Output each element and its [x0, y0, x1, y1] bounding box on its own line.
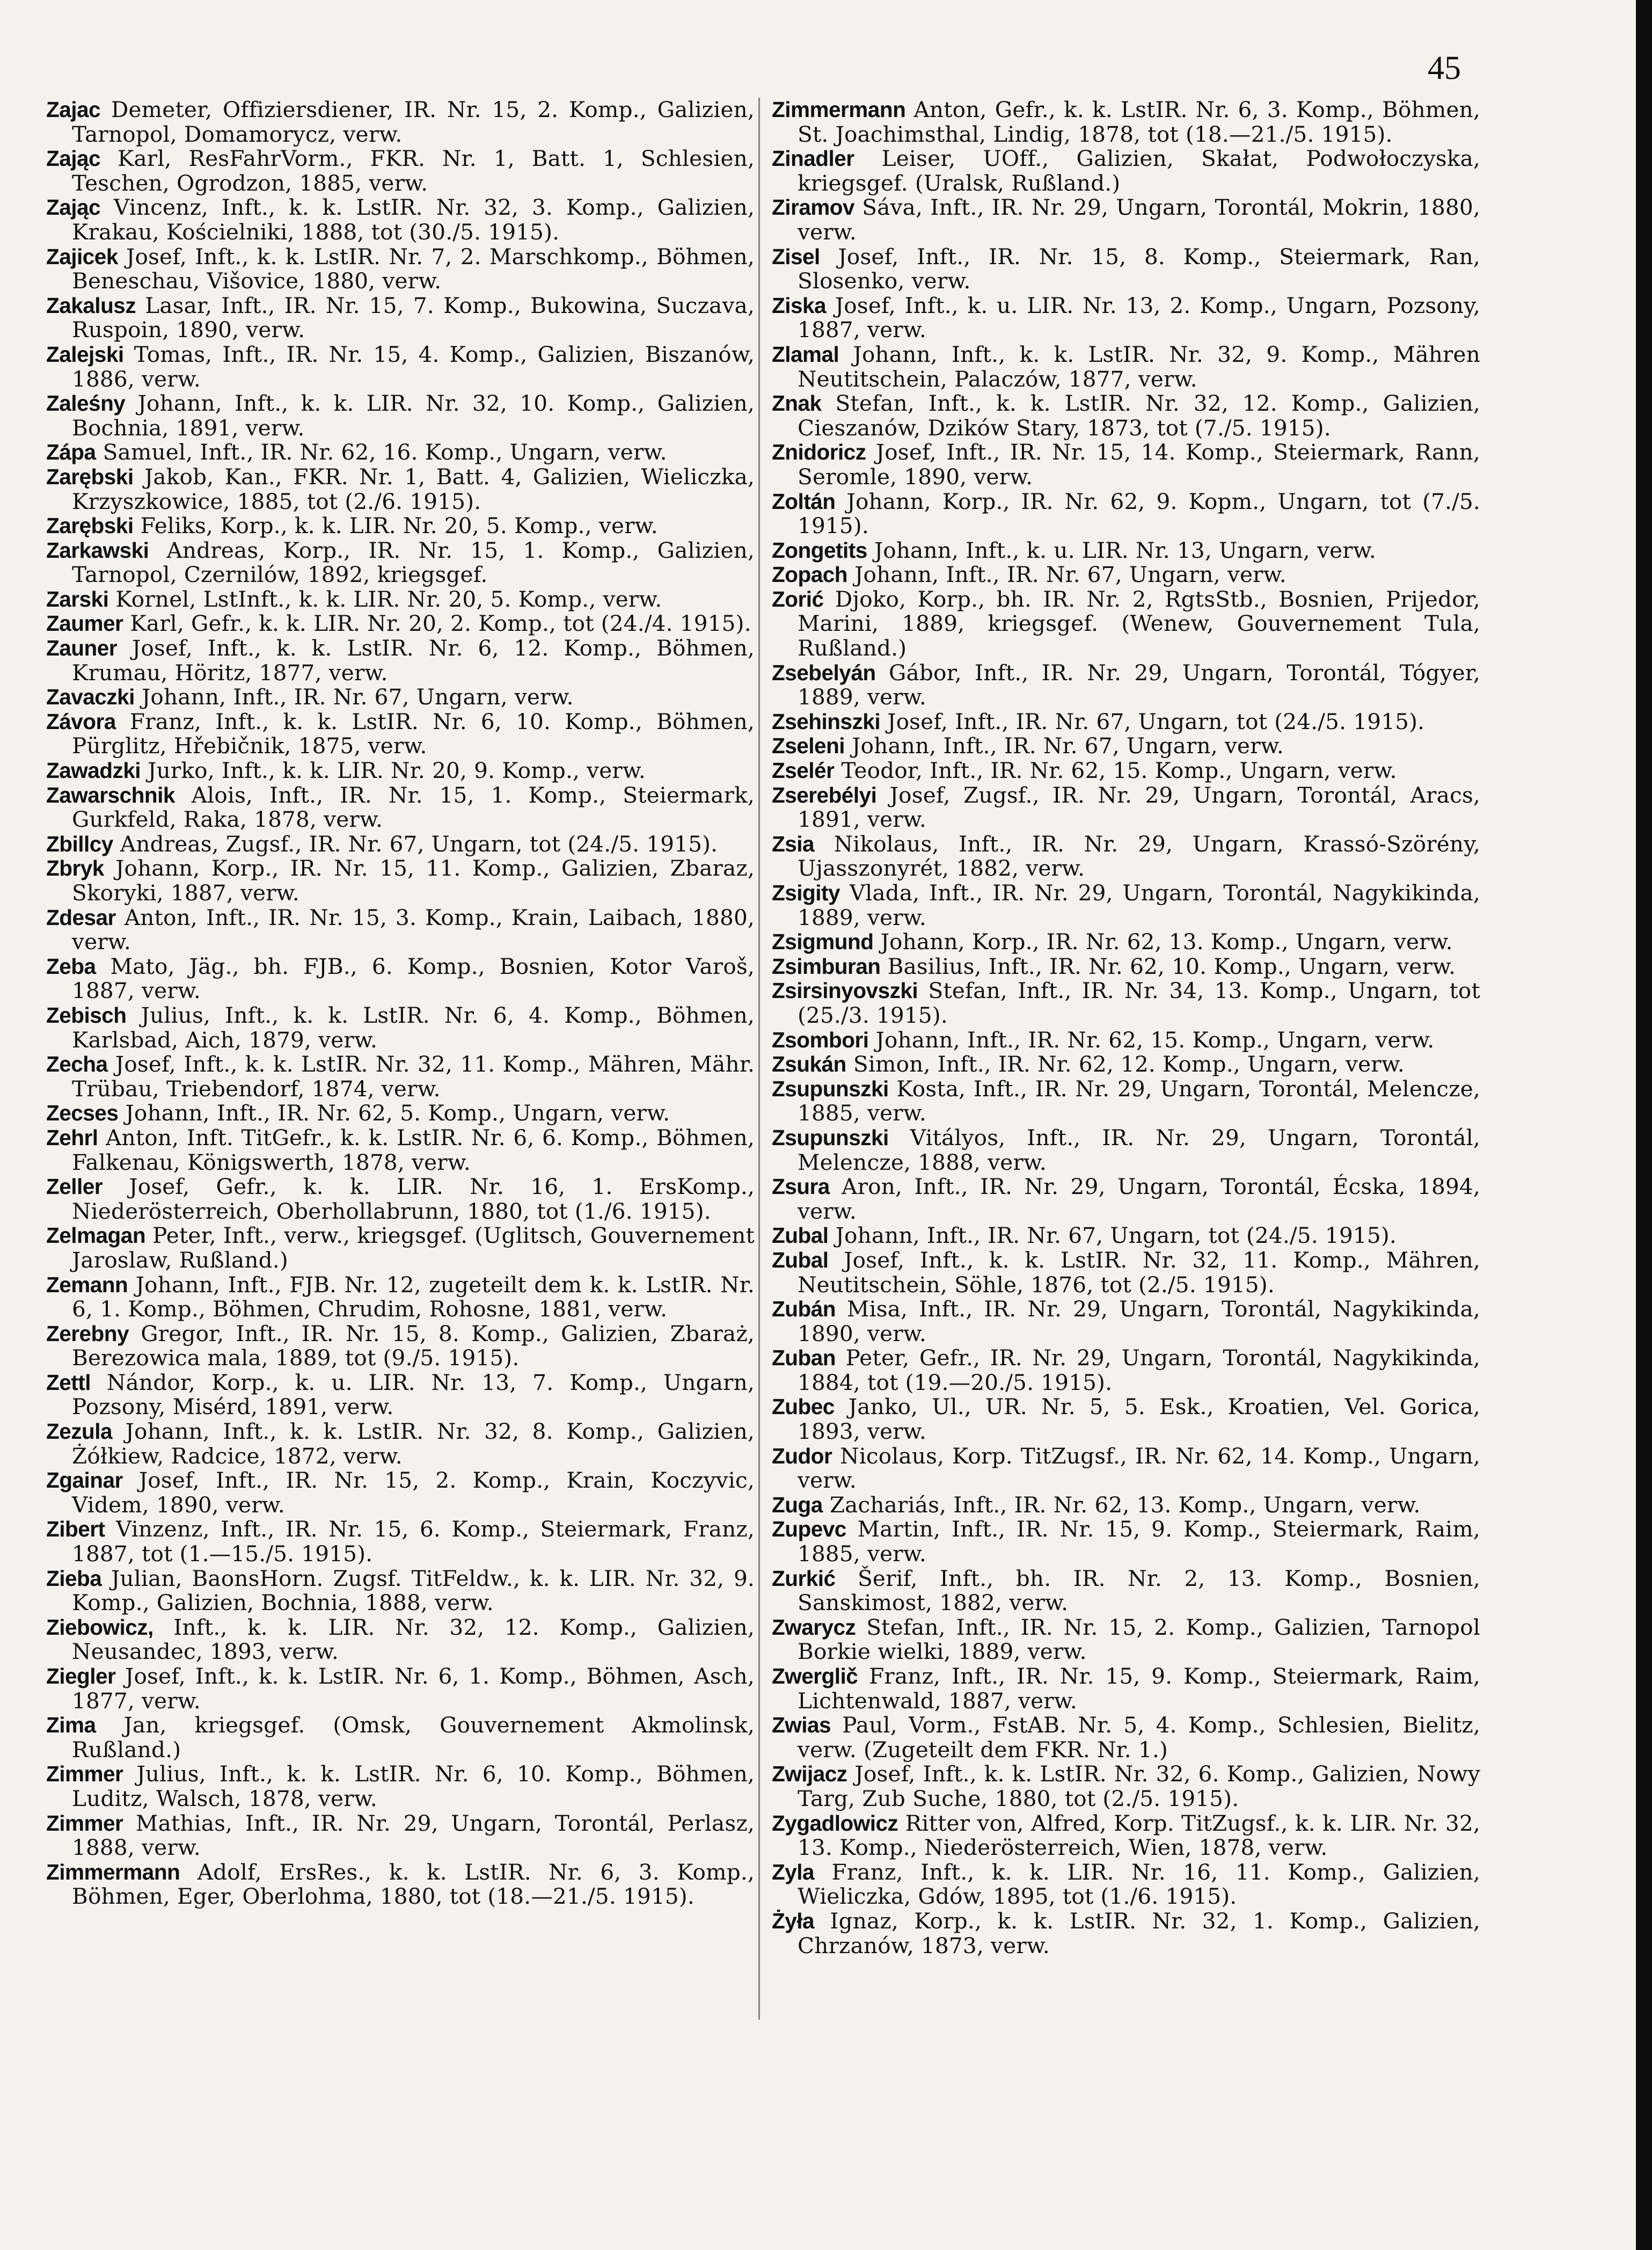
list-entry [46, 1371, 755, 1419]
entry-surname: Zsupunszki [772, 1076, 889, 1101]
entry-surname: Zlamal [772, 341, 839, 367]
entry-details: Zachariás, Inft., IR. Nr. 62, 13. Komp., Ungarn, verw. [829, 1491, 1421, 1518]
entry-details: Nikolaus, Inft., IR. Nr. 29, Ungarn, Krassó-Szörény, Ujasszonyrét, 1882, verw. [798, 831, 1480, 882]
entry-surname: Zimmer [46, 1810, 123, 1836]
list-entry [46, 856, 755, 905]
entry-surname: Zubán [772, 1297, 836, 1322]
entry-surname: Zecha [46, 1052, 108, 1077]
entry-details: Johann, Korp., IR. Nr. 15, 11. Komp., Galizien, Zbaraz, Skoryki, 1887, verw. [72, 855, 755, 906]
list-entry [46, 1468, 755, 1517]
entry-details: Nicolaus, Korp. TitZugsf., IR. Nr. 62, 14. Komp., Ungarn, verw. [798, 1443, 1480, 1494]
entry-surname: Zurkić [772, 1565, 836, 1591]
list-entry [772, 1713, 1480, 1762]
list-entry [46, 195, 755, 244]
entry-details: Anton, Inft. TitGefr., k. k. LstIR. Nr. 6, 6. Komp., Böhmen, Falkenau, Königswerth, 1878, verw. [72, 1124, 755, 1175]
entry-surname: Zawadzki [46, 758, 141, 783]
entry-surname: Zarkawski [46, 537, 149, 563]
list-entry [46, 636, 755, 685]
list-entry [772, 343, 1480, 391]
list-entry [46, 147, 755, 195]
right-column [772, 98, 1480, 1958]
entry-surname: Zubal [772, 1223, 829, 1248]
entry-surname: Zauner [46, 636, 118, 661]
entry-surname: Zemann [46, 1272, 128, 1297]
list-entry [46, 1567, 755, 1615]
entry-surname: Zieba [46, 1565, 102, 1591]
entry-surname: Zwias [772, 1713, 831, 1738]
entry-surname: Zubec [772, 1394, 835, 1419]
entry-surname: Zimmermann [46, 1859, 180, 1884]
entry-details: Franz, Inft., k. k. LstIR. Nr. 6, 10. Komp., Böhmen, Pürglitz, Hřebičnik, 1875, verw. [72, 708, 755, 759]
entry-surname: Znidoricz [772, 440, 866, 465]
list-entry [772, 563, 1480, 587]
list-entry [772, 1615, 1480, 1664]
entry-details: Kornel, LstInft., k. k. LIR. Nr. 20, 5. Komp., verw. [115, 586, 662, 612]
entry-surname: Zając [46, 195, 101, 220]
list-entry [772, 1077, 1480, 1126]
list-entry [772, 1493, 1480, 1518]
list-entry [46, 1052, 755, 1101]
entry-details: Julius, Inft., k. k. LstIR. Nr. 6, 4. Komp., Böhmen, Karlsbad, Aich, 1879, verw. [72, 1002, 755, 1053]
list-entry [772, 1297, 1480, 1346]
entry-surname: Zisel [772, 244, 820, 269]
list-entry [772, 587, 1480, 661]
entry-details: Anton, Gefr., k. k. LstIR. Nr. 6, 3. Komp., Böhmen, St. Joachimsthal, Lindig, 1878, tot (18.—21./5. 1915). [798, 97, 1480, 147]
entry-surname: Ziegler [46, 1664, 116, 1688]
entry-surname: Zgainar [46, 1468, 123, 1493]
list-entry [46, 1273, 755, 1322]
list-entry [772, 294, 1480, 343]
list-entry [772, 538, 1480, 563]
list-entry [46, 1811, 755, 1860]
entry-surname: Zsigity [772, 880, 840, 905]
entry-details: Mathias, Inft., IR. Nr. 29, Ungarn, Torontál, Perlasz, 1888, verw. [72, 1810, 755, 1861]
entry-details: Mato, Jäg., bh. FJB., 6. Komp., Bosnien, Kotor Varoš, 1887, verw. [72, 953, 755, 1004]
list-entry [772, 440, 1480, 489]
entry-details: Johann, Inft., IR. Nr. 67, Ungarn, verw. [854, 562, 1286, 588]
entry-surname: Zaumer [46, 611, 123, 636]
entry-details: Ritter von, Alfred, Korp. TitZugsf., k. k. LIR. Nr. 32, 13. Komp., Niederösterreich, Wien, 1878, verw. [798, 1810, 1480, 1861]
entry-surname: Zsukán [772, 1052, 846, 1077]
list-entry [772, 710, 1480, 734]
entry-details: Johann, Inft., k. u. LIR. Nr. 13, Ungarn, verw. [874, 537, 1376, 563]
entry-details: Josef, Inft., k. k. LstIR. Nr. 32, 6. Komp., Galizien, Nowy Targ, Zub Suche, 1880, tot (2./5. 1915). [798, 1761, 1480, 1811]
list-entry [772, 1517, 1480, 1566]
entry-details: Josef, Inft., k. k. LstIR. Nr. 6, 1. Komp., Böhmen, Asch, 1877, verw. [72, 1663, 755, 1714]
list-entry [772, 759, 1480, 783]
entry-surname: Zsimburan [772, 953, 881, 979]
entry-surname: Zwarycz [772, 1614, 856, 1640]
list-entry [772, 1346, 1480, 1395]
list-entry [772, 1028, 1480, 1053]
entry-surname: Żyła [772, 1908, 815, 1933]
entry-details: Karl, ResFahrVorm., FKR. Nr. 1, Batt. 1, Schlesien, Teschen, Ogrodzon, 1885, verw. [72, 145, 755, 196]
entry-details: Josef, Gefr., k. k. LIR. Nr. 16, 1. ErsKomp., Niederösterreich, Oberhollabrunn, 1880, tot (1./6. 1915). [72, 1174, 755, 1224]
list-entry [772, 195, 1480, 244]
entry-details: Vinzenz, Inft., IR. Nr. 15, 6. Komp., Steiermark, Franz, 1887, tot (1.—15./5. 1915). [72, 1516, 755, 1567]
entry-surname: Zopach [772, 562, 848, 587]
entry-surname: Zalejski [46, 341, 124, 367]
entry-surname: Zelmagan [46, 1223, 146, 1248]
entry-details: Nándor, Korp., k. u. LIR. Nr. 13, 7. Komp., Ungarn, Pozsony, Misérd, 1891, verw. [72, 1369, 755, 1420]
entry-details: Feliks, Korp., k. k. LIR. Nr. 20, 5. Komp., verw. [140, 513, 658, 539]
entry-surname: Zupevc [772, 1517, 846, 1542]
entry-details: Teodor, Inft., IR. Nr. 62, 15. Komp., Ungarn, verw. [841, 758, 1397, 784]
entry-details: Tomas, Inft., IR. Nr. 15, 4. Komp., Galizien, Biszanów, 1886, verw. [72, 341, 755, 392]
entry-details: Josef, Inft., IR. Nr. 15, 14. Komp., Steiermark, Rann, Seromle, 1890, verw. [798, 439, 1480, 490]
entry-surname: Zuban [772, 1345, 836, 1371]
entry-surname: Zongetits [772, 537, 867, 563]
list-entry [772, 1664, 1480, 1713]
list-entry [772, 1052, 1480, 1077]
entry-surname: Zimmermann [772, 97, 906, 122]
entry-surname: Zerebny [46, 1321, 129, 1346]
entry-details: Josef, Zugsf., IR. Nr. 29, Ungarn, Torontál, Aracs, 1891, verw. [798, 782, 1481, 833]
entry-details: Johann, Inft., IR. Nr. 67, Ungarn, verw. [852, 733, 1284, 759]
entry-surname: Ziska [772, 293, 827, 318]
list-entry [46, 1664, 755, 1713]
page-number: 45 [1428, 50, 1461, 86]
entry-details: Johann, Inft., k. k. LstIR. Nr. 32, 8. Komp., Galizien, Żółkiew, Radcice, 1872, verw. [72, 1418, 755, 1469]
entry-details: Josef, Inft., IR. Nr. 15, 8. Komp., Steiermark, Ran, Slosenko, verw. [798, 243, 1480, 294]
entry-details: Stefan, Inft., k. k. LstIR. Nr. 32, 12. Komp., Galizien, Cieszanów, Dzików Stary, 1873, tot (7./5. 1915). [798, 390, 1480, 441]
list-entry [46, 1322, 755, 1371]
list-entry [772, 1444, 1480, 1493]
list-entry [46, 343, 755, 391]
entry-surname: Zajicek [46, 244, 118, 269]
entry-details: Julius, Inft., k. k. LstIR. Nr. 6, 10. Komp., Böhmen, Luditz, Walsch, 1878, verw. [72, 1761, 755, 1811]
entry-details: Aron, Inft., IR. Nr. 29, Ungarn, Torontál, Écska, 1894, verw. [798, 1174, 1481, 1224]
entry-surname: Zsebelyán [772, 660, 876, 685]
entry-surname: Zecses [46, 1101, 119, 1126]
list-entry [46, 1713, 755, 1762]
entry-surname: Zimmer [46, 1761, 123, 1787]
entry-details: Johann, Inft., k. k. LIR. Nr. 32, 10. Komp., Galizien, Bochnia, 1891, verw. [72, 390, 755, 441]
entry-surname: Zbryk [46, 856, 104, 881]
entry-surname: Zsupunszki [772, 1125, 889, 1150]
list-entry [772, 661, 1480, 710]
list-entry [46, 1101, 755, 1126]
list-entry [772, 490, 1480, 538]
list-entry [46, 1762, 755, 1811]
entry-details: Janko, Ul., UR. Nr. 5, 5. Esk., Kroatien, Vel. Gorica, 1893, verw. [798, 1394, 1480, 1445]
entry-surname: Zaleśny [46, 391, 126, 416]
entry-details: Josef, Inft., IR. Nr. 67, Ungarn, tot (24./5. 1915). [887, 708, 1425, 734]
list-entry [46, 1224, 755, 1272]
entry-details: Misa, Inft., IR. Nr. 29, Ungarn, Torontál, Nagykikinda, 1890, verw. [798, 1296, 1480, 1346]
entry-details: Johann, Inft., IR. Nr. 67, Ungarn, tot (24./5. 1915). [835, 1222, 1397, 1249]
list-entry [46, 587, 755, 612]
entry-surname: Zbillcy [46, 831, 113, 856]
list-entry [772, 1395, 1480, 1444]
list-entry [46, 1615, 755, 1664]
entry-surname: Zakalusz [46, 293, 136, 318]
entry-details: Alois, Inft., IR. Nr. 15, 1. Komp., Steiermark, Gurkfeld, Raka, 1878, verw. [72, 782, 755, 833]
entry-details: Djoko, Korp., bh. IR. Nr. 2, RgtsStb., Bosnien, Prijedor, Marini, 1889, kriegsgef. (Wenew, Gouvernement Tula, Rußland.) [798, 586, 1480, 661]
list-entry [772, 245, 1480, 294]
entry-surname: Zwerglič [772, 1664, 858, 1688]
list-entry [772, 979, 1480, 1028]
entry-details: Jurko, Inft., k. k. LIR. Nr. 20, 9. Komp., verw. [148, 758, 646, 784]
entry-details: Josef, Inft., IR. Nr. 15, 2. Komp., Krain, Koczyvic, Videm, 1890, verw. [72, 1467, 755, 1518]
list-entry [46, 783, 755, 832]
entry-details: Anton, Inft., IR. Nr. 15, 3. Komp., Krain, Laibach, 1880, verw. [72, 904, 755, 955]
entry-surname: Zsombori [772, 1027, 869, 1052]
list-entry [46, 832, 755, 857]
entry-details: Peter, Inft., verw., kriegsgef. (Uglitsch, Gouvernement Jaroslaw, Rußland.) [72, 1222, 755, 1273]
list-entry [46, 1126, 755, 1175]
list-entry [772, 1762, 1480, 1811]
list-entry [46, 1003, 755, 1052]
entry-surname: Zyla [772, 1859, 815, 1884]
list-entry [772, 1248, 1480, 1297]
entry-surname: Zoltán [772, 489, 836, 514]
entry-surname: Zseleni [772, 733, 845, 759]
entry-details: Vitályos, Inft., IR. Nr. 29, Ungarn, Torontál, Melencze, 1888, verw. [798, 1124, 1481, 1175]
list-entry [772, 783, 1480, 832]
entry-details: Peter, Gefr., IR. Nr. 29, Ungarn, Torontál, Nagykikinda, 1884, tot (19.—20./5. 1915). [798, 1345, 1480, 1395]
list-entry [46, 1419, 755, 1468]
entry-surname: Ziramov [772, 195, 855, 220]
entry-surname: Zezula [46, 1419, 113, 1444]
entry-details: Šerif, Inft., bh. IR. Nr. 2, 13. Komp., Bosnien, Sanskimost, 1882, verw. [798, 1565, 1481, 1616]
entry-details: Inft., k. k. LIR. Nr. 32, 12. Komp., Galizien, Neusandec, 1893, verw. [72, 1614, 755, 1665]
list-entry [772, 98, 1480, 147]
entry-surname: Zettl [46, 1370, 91, 1395]
scan-edge [1636, 0, 1652, 2250]
entry-details: Franz, Inft., IR. Nr. 15, 9. Komp., Steiermark, Raim, Lichtenwald, 1887, verw. [798, 1663, 1481, 1714]
entry-details: Basilius, Inft., IR. Nr. 62, 10. Komp., Ungarn, verw. [887, 953, 1456, 979]
entry-details: Johann, Korp., IR. Nr. 62, 9. Kopm., Ungarn, tot (7./5. 1915). [798, 488, 1480, 539]
entry-details: Karl, Gefr., k. k. LIR. Nr. 20, 2. Komp., tot (24./4. 1915). [130, 610, 751, 637]
entry-surname: Ziebowicz, [46, 1614, 153, 1640]
left-column [46, 98, 755, 1909]
entry-surname: Zselér [772, 758, 835, 783]
entry-surname: Zsia [772, 831, 815, 856]
entry-details: Johann, Inft., FJB. Nr. 12, zugeteilt dem k. k. LstIR. Nr. 6, 1. Komp., Böhmen, Chrudim, Rohosne, 1881, verw. [72, 1271, 755, 1322]
entry-details: Josef, Inft., k. k. LstIR. Nr. 32, 11. Komp., Mähren, Mähr. Trübau, Triebendorf, 1874, verw. [72, 1051, 755, 1102]
entry-details: Josef, Inft., k. u. LIR. Nr. 13, 2. Komp., Ungarn, Pozsony, 1887, verw. [798, 292, 1480, 343]
entry-details: Demeter, Offiziersdiener, IR. Nr. 15, 2. Komp., Galizien, Tarnopol, Domamorycz, verw. [72, 97, 755, 147]
entry-surname: Zarębski [46, 464, 134, 489]
entry-details: Gábor, Inft., IR. Nr. 29, Ungarn, Torontál, Tógyer, 1889, verw. [798, 659, 1480, 710]
entry-surname: Zsigmund [772, 929, 874, 955]
entry-surname: Zdesar [46, 905, 116, 930]
list-entry [772, 1909, 1480, 1958]
list-entry [772, 1860, 1480, 1909]
entry-details: Jakob, Kan., FKR. Nr. 1, Batt. 4, Galizien, Wieliczka, Krzyszkowice, 1885, tot (2./6. 1915). [72, 463, 755, 514]
entry-surname: Zibert [46, 1517, 105, 1542]
entry-details: Martin, Inft., IR. Nr. 15, 9. Komp., Steiermark, Raim, 1885, verw. [798, 1516, 1480, 1567]
column-divider [758, 98, 760, 2020]
entry-surname: Zeba [46, 953, 96, 979]
entry-details: Paul, Vorm., FstAB. Nr. 5, 4. Komp., Schlesien, Bielitz, verw. (Zugeteilt dem FKR. Nr. 1.) [798, 1712, 1480, 1763]
list-entry [46, 1860, 755, 1909]
list-entry [46, 611, 755, 636]
entry-details: Leiser, UOff., Galizien, Skałat, Podwołoczyska, kriegsgef. (Uralsk, Rußland.) [798, 145, 1480, 196]
entry-surname: Zavaczki [46, 685, 135, 710]
entry-surname: Zsura [772, 1174, 830, 1199]
entry-surname: Zudor [772, 1443, 832, 1468]
entry-surname: Zuga [772, 1492, 823, 1517]
entry-details: Simon, Inft., IR. Nr. 62, 12. Komp., Ungarn, verw. [853, 1051, 1405, 1077]
entry-details: Johann, Inft., k. k. LstIR. Nr. 32, 9. Komp., Mähren Neutitschein, Palaczów, 1877, verw. [798, 341, 1480, 392]
list-entry [772, 955, 1480, 979]
entry-surname: Zsehinszki [772, 709, 881, 734]
entry-details: Ignaz, Korp., k. k. LstIR. Nr. 32, 1. Komp., Galizien, Chrzanów, 1873, verw. [798, 1907, 1480, 1958]
entry-details: Franz, Inft., k. k. LIR. Nr. 16, 11. Komp., Galizien, Wieliczka, Gdów, 1895, tot (1./6. 1915). [798, 1859, 1480, 1910]
entry-surname: Zając [46, 146, 101, 171]
list-entry [46, 465, 755, 514]
list-entry [772, 1811, 1480, 1860]
list-entry [46, 440, 755, 465]
list-entry [772, 1126, 1480, 1175]
entry-surname: Zajac [46, 97, 101, 122]
list-entry [772, 1175, 1480, 1224]
entry-details: Josef, Inft., k. k. LstIR. Nr. 32, 11. Komp., Mähren, Neutitschein, Söhle, 1876, tot (2./5. 1915). [798, 1247, 1480, 1298]
entry-details: Gregor, Inft., IR. Nr. 15, 8. Komp., Galizien, Zbaraż, Berezowica mala, 1889, tot (9./5. 1915). [72, 1320, 755, 1371]
entry-details: Jan, kriegsgef. (Omsk, Gouvernement Akmolinsk, Rußland.) [72, 1712, 755, 1763]
entry-surname: Zwijacz [772, 1761, 847, 1787]
list-entry [772, 147, 1480, 195]
entry-details: Kosta, Inft., IR. Nr. 29, Ungarn, Torontál, Melencze, 1885, verw. [798, 1075, 1481, 1126]
list-entry [46, 759, 755, 783]
entry-details: Stefan, Inft., IR. Nr. 34, 13. Komp., Ungarn, tot (25./3. 1915). [798, 978, 1480, 1028]
entry-surname: Zygadlowicz [772, 1810, 898, 1836]
entry-surname: Zehrl [46, 1125, 98, 1150]
list-entry [46, 906, 755, 955]
entry-details: Adolf, ErsRes., k. k. LstIR. Nr. 6, 3. Komp., Böhmen, Eger, Oberlohma, 1880, tot (18.—21./5. 1915). [72, 1859, 755, 1910]
entry-surname: Zawarschnik [46, 782, 175, 807]
entry-surname: Zebisch [46, 1002, 127, 1028]
list-entry [772, 1567, 1480, 1615]
list-entry [46, 294, 755, 343]
list-entry [46, 391, 755, 440]
list-entry [46, 98, 755, 147]
entry-details: Josef, Inft., k. k. LstIR. Nr. 6, 12. Komp., Böhmen, Krumau, Höritz, 1877, verw. [72, 635, 755, 686]
entry-details: Johann, Inft., IR. Nr. 62, 5. Komp., Ungarn, verw. [125, 1100, 670, 1126]
list-entry [46, 1517, 755, 1566]
entry-surname: Zeller [46, 1174, 103, 1199]
entry-surname: Závora [46, 709, 116, 734]
list-entry [772, 930, 1480, 955]
entry-surname: Zápa [46, 440, 96, 465]
entry-details: Johann, Inft., IR. Nr. 67, Ungarn, verw. [141, 684, 574, 710]
entry-surname: Zarębski [46, 513, 134, 538]
list-entry [772, 832, 1480, 881]
list-entry [46, 538, 755, 587]
entry-surname: Zarski [46, 586, 109, 611]
list-entry [772, 391, 1480, 440]
entry-details: Julian, BaonsHorn. Zugsf. TitFeldw., k. k. LIR. Nr. 32, 9. Komp., Galizien, Bochnia, 1888, verw. [72, 1565, 755, 1616]
entry-details: Stefan, Inft., IR. Nr. 15, 2. Komp., Galizien, Tarnopol Borkie wielki, 1889, verw. [798, 1614, 1480, 1665]
list-entry [46, 710, 755, 759]
entry-surname: Zima [46, 1713, 96, 1738]
list-entry [46, 245, 755, 294]
entry-details: Johann, Inft., IR. Nr. 62, 15. Komp., Ungarn, verw. [875, 1026, 1435, 1053]
entry-surname: Zserebélyi [772, 782, 877, 807]
entry-surname: Zubal [772, 1247, 829, 1272]
entry-surname: Zinadler [772, 146, 854, 171]
entry-surname: Zsirsinyovszki [772, 978, 918, 1003]
list-entry [46, 685, 755, 710]
list-entry [772, 734, 1480, 759]
entry-details: Lasar, Inft., IR. Nr. 15, 7. Komp., Bukowina, Suczava, Ruspoin, 1890, verw. [72, 292, 755, 343]
entry-details: Vlada, Inft., IR. Nr. 29, Ungarn, Torontál, Nagykikinda, 1889, verw. [798, 880, 1480, 930]
entry-surname: Zorić [772, 586, 824, 611]
list-entry [46, 1175, 755, 1224]
entry-details: Vincenz, Inft., k. k. LstIR. Nr. 32, 3. Komp., Galizien, Krakau, Kościelniki, 1888, tot (30./5. 1915). [72, 194, 755, 245]
list-entry [46, 514, 755, 538]
entry-surname: Znak [772, 391, 822, 416]
entry-details: Josef, Inft., k. k. LstIR. Nr. 7, 2. Marschkomp., Böhmen, Beneschau, Višovice, 1880, verw. [72, 243, 755, 294]
list-entry [46, 955, 755, 1003]
list-entry [772, 881, 1480, 930]
entry-details: Samuel, Inft., IR. Nr. 62, 16. Komp., Ungarn, verw. [103, 439, 667, 465]
entry-details: Andreas, Korp., IR. Nr. 15, 1. Komp., Galizien, Tarnopol, Czernilów, 1892, kriegsgef. [72, 537, 755, 588]
list-entry [772, 1224, 1480, 1248]
entry-details: Johann, Korp., IR. Nr. 62, 13. Komp., Ungarn, verw. [880, 929, 1453, 955]
entry-details: Sáva, Inft., IR. Nr. 29, Ungarn, Torontál, Mokrin, 1880, verw. [798, 194, 1481, 245]
entry-details: Andreas, Zugsf., IR. Nr. 67, Ungarn, tot (24./5. 1915). [120, 831, 718, 857]
